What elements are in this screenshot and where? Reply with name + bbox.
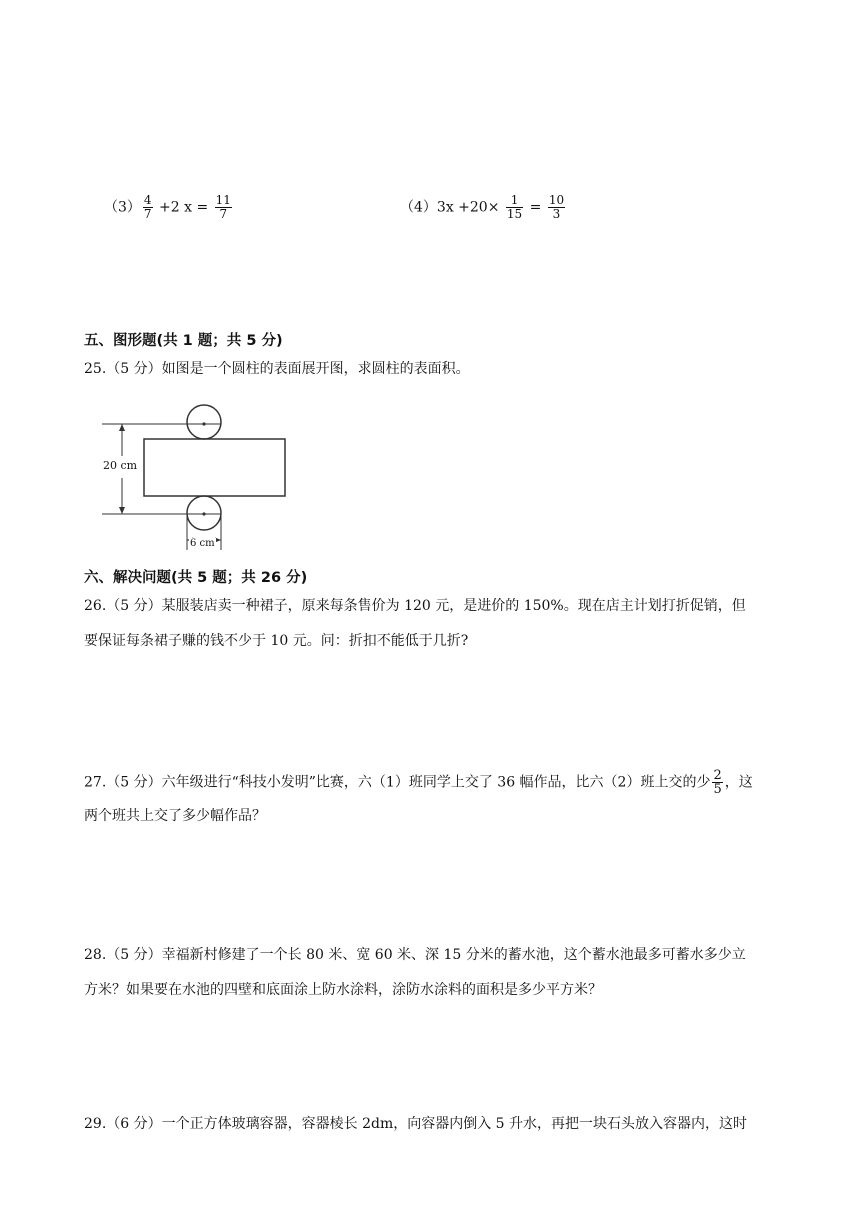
cylinder-net-figure: [100, 402, 300, 552]
equation-3: [104, 194, 234, 221]
question-28-line-1: 28.（5 分）幸福新村修建了一个长 80 米、宽 60 米、深 15 分米的蓄水池，这个蓄水池最多可蓄水多少立: [84, 947, 746, 963]
question-27-line-2: 两个班共上交了多少幅作品？: [84, 808, 266, 824]
equation-3-fraction-b: $\frac{11}{7}$: [215, 193, 231, 221]
equation-3-fraction-a: $\frac{4}{7}$: [143, 193, 152, 221]
question-27-text-b: ，这: [724, 774, 753, 791]
question-27-text-a: 27.（5 分）六年级进行“科技小发明”比赛，六（1）班同学上交了 36 幅作品，比六（2）班上交的少: [84, 774, 711, 791]
question-28-line-2: 方米？如果要在水池的四壁和底面涂上防水涂料，涂防水涂料的面积是多少平方米？: [84, 982, 602, 998]
equation-4-middle: =: [529, 199, 542, 216]
question-26-line-2: 要保证每条裙子赚的钱不少于 10 元。问：折扣不能低于几折?: [84, 633, 469, 649]
question-29-line-1: 29.（6 分）一个正方体玻璃容器，容器棱长 2dm，向容器内倒入 5 升水，再把一块石头放入容器内，这时: [84, 1116, 748, 1132]
equation-4-fraction-a: $\frac{1}{15}$: [506, 193, 523, 221]
equation-4-fraction-b: $\frac{10}{3}$: [548, 193, 565, 221]
equation-4-prefix: （4）3x +20×: [400, 199, 500, 216]
equation-3-middle: +2 x =: [159, 199, 209, 216]
question-27-line-1: [84, 769, 753, 796]
diameter-label: 6 cm: [190, 538, 215, 549]
height-label: 20 cm: [103, 459, 138, 472]
section-6-heading: 六、解决问题(共 5 题；共 26 分): [84, 570, 308, 586]
question-26-line-1: 26.（5 分）某服装店卖一种裙子，原来每条售价为 120 元，是进价的 150%。现在店主计划打折促销，但: [84, 598, 746, 614]
equation-4: [400, 194, 567, 221]
equation-3-prefix: （3）: [104, 199, 141, 216]
question-25: 25.（5 分）如图是一个圆柱的表面展开图，求圆柱的表面积。: [84, 361, 470, 377]
section-5-heading: 五、图形题(共 1 题；共 5 分): [84, 333, 283, 349]
question-27-fraction: $\frac{2}{5}$: [713, 768, 722, 797]
